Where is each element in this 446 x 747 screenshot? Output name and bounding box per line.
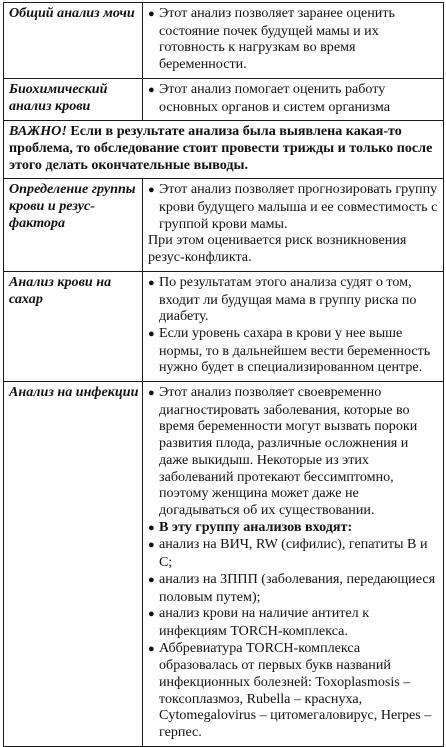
bullet-icon: ● xyxy=(148,539,155,552)
list-item: ● Если уровень сахара в крови у нее выше нормы, то в дальнейшем вести беременность нужно будет в специализированном центре. xyxy=(148,324,431,376)
table-row xyxy=(4,3,444,79)
table-row xyxy=(4,179,444,272)
row-label: Определение группы крови и резус-фактора xyxy=(4,179,143,272)
table-row xyxy=(4,78,444,120)
important-note xyxy=(4,121,444,179)
important-note-row xyxy=(4,121,444,179)
bullet-icon: ● xyxy=(148,608,155,621)
list-item: ● Этот анализ позволяет своевременно диагностировать заболевания, которые во время беременности могут вызвать пороки развития плода, различные осложнения и даже выкидыш. Некоторые из этих заболеваний протекают бессимптомно, поэтому женщина может даже не догадываться об их существовании. xyxy=(148,384,418,518)
row-label: Анализ на инфекции xyxy=(4,382,143,747)
bullet-icon: ● xyxy=(148,83,155,96)
list-item: ● По результатам этого анализа судят о том, входит ли будущая мама в группу риска по диабету. xyxy=(148,273,417,325)
list-item: ● Этот анализ помогает оценить работу основных органов и систем организма xyxy=(148,80,391,115)
note-text: Если в результате анализа была выявлена какая-то проблема, то обследование стоит провести трижды и только после этого делать окончательные выводы. xyxy=(9,123,433,173)
bullet-icon: ● xyxy=(148,642,155,655)
analysis-table xyxy=(3,2,444,747)
row-description xyxy=(143,271,444,381)
list-item: При этом оценивается риск возникновения резус-конфликта. xyxy=(148,232,407,266)
row-description xyxy=(143,179,444,272)
list-item: ● Аббревиатура TORCH-комплекса образовалась от первых букв названий инфекционных болезней: Toxoplasmosis – токсоплазмоз, Rubella – краснуха, Cytomegalovirus – цитомегаловирус, Herpes – герпес. xyxy=(148,639,432,741)
list-item: ● В эту группу анализов входят: xyxy=(148,518,353,535)
list-item: ● анализ крови на наличие антител к инфекциям TORCH-комплекса. xyxy=(148,605,370,639)
list-item: ● Этот анализ позволяет заранее оценить состояние почек будущей мамы и их готовность к нагрузкам во время беременности. xyxy=(148,5,395,73)
bullet-icon: ● xyxy=(148,387,155,400)
table-row xyxy=(4,271,444,381)
row-description xyxy=(143,3,444,79)
row-description xyxy=(143,382,444,747)
bullet-icon: ● xyxy=(148,8,155,20)
row-label: Общий анализ мочи xyxy=(4,3,143,79)
bullet-icon: ● xyxy=(148,327,155,340)
row-label: Биохимический анализ крови xyxy=(4,78,143,120)
bullet-icon: ● xyxy=(148,521,155,534)
bullet-icon: ● xyxy=(148,184,155,197)
bullet-icon: ● xyxy=(148,573,155,586)
table-row xyxy=(4,382,444,747)
list-item: ● анализ на ЗППП (заболевания, передающиеся половым путем); xyxy=(148,570,436,605)
row-description xyxy=(143,78,444,120)
note-emphasis: ВАЖНО! xyxy=(9,123,67,140)
list-item: ● Этот анализ позволяет прогнозировать группу крови будущего малыша и ее совместимость с группой крови мамы. xyxy=(148,181,438,232)
list-item: ● анализ на ВИЧ, RW (сифилис), гепатиты В и С; xyxy=(148,536,428,571)
row-label: Анализ крови на сахар xyxy=(4,271,143,381)
bullet-icon: ● xyxy=(148,276,155,289)
